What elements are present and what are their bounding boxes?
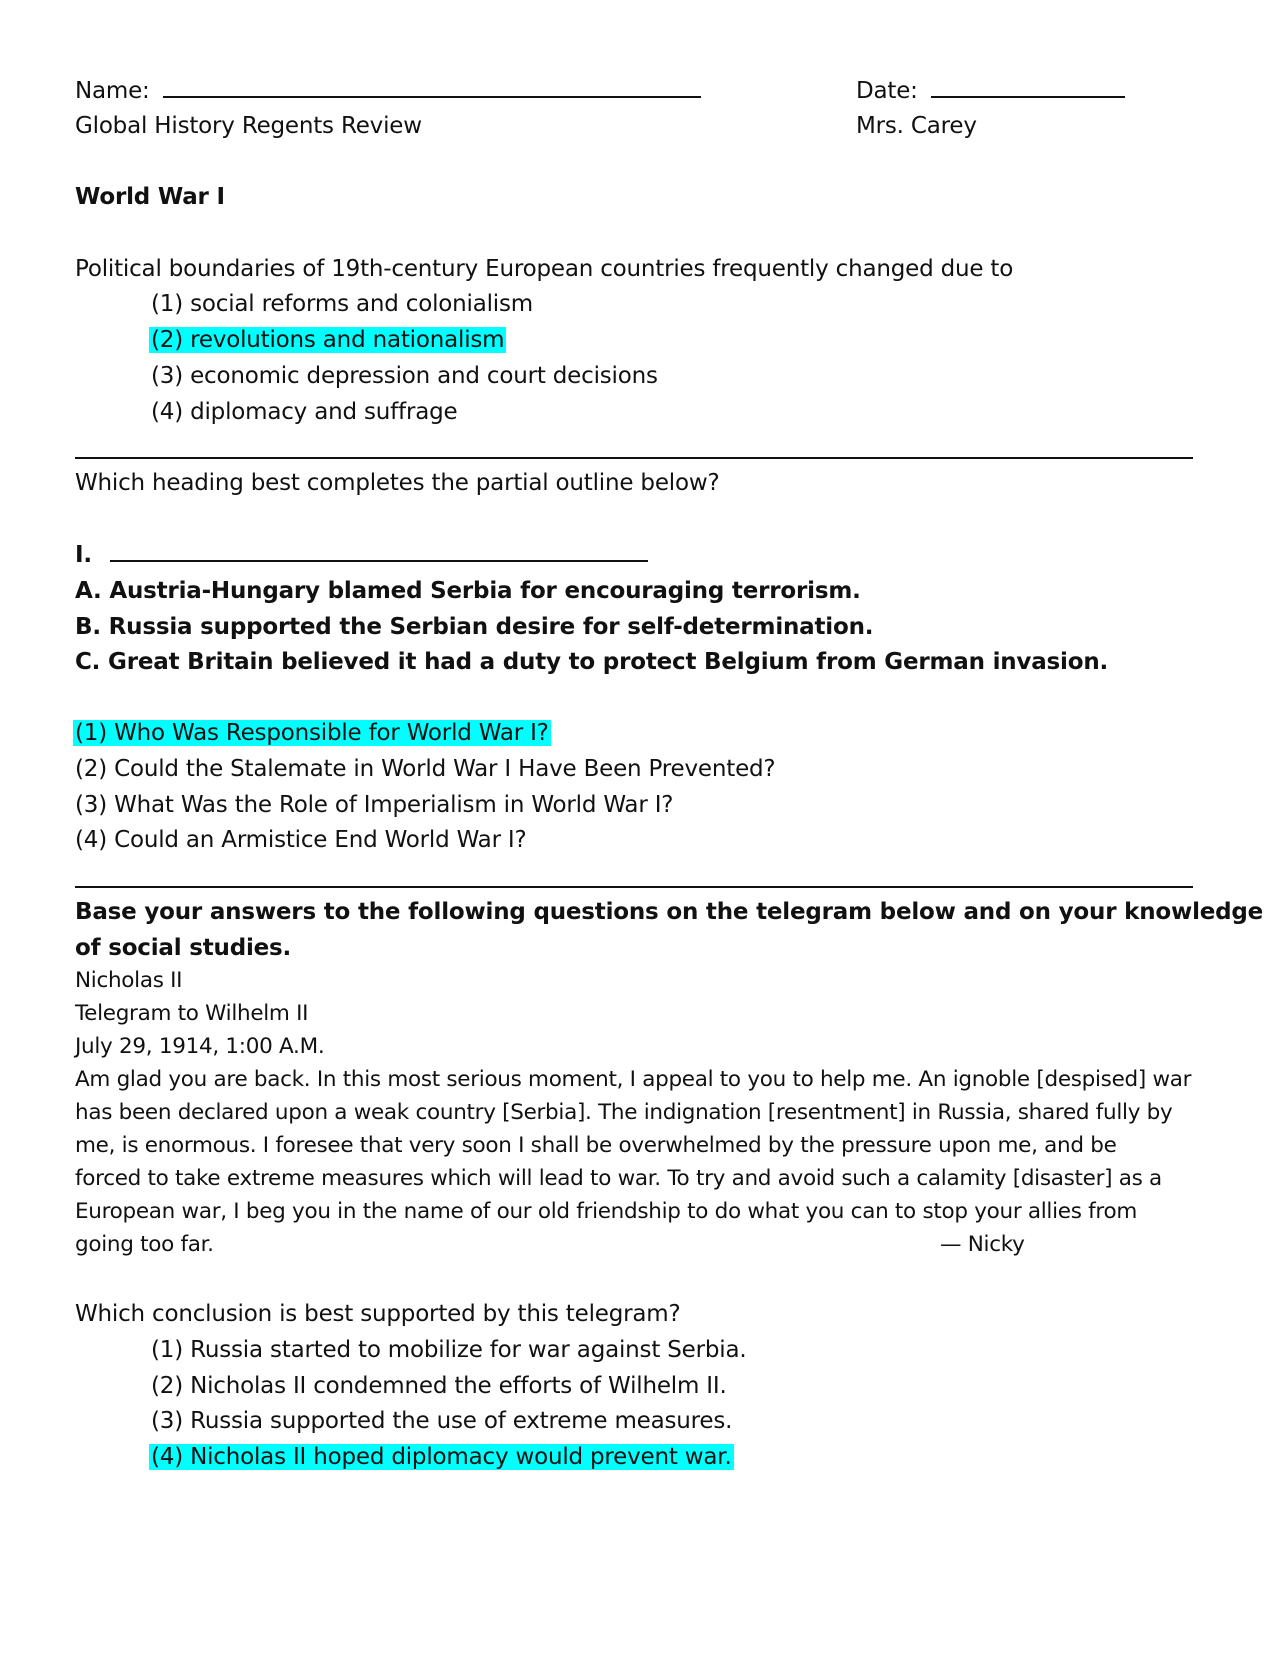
- date-blank: [931, 76, 1125, 98]
- telegram-instruction-line-2: of social studies.: [75, 935, 292, 961]
- telegram-instruction-line-1: Base your answers to the following questions on the telegram below and on your knowledge: [75, 899, 1264, 925]
- page-title: World War I: [75, 184, 225, 210]
- outline-blank: [110, 540, 648, 562]
- q2-stem: Which heading best completes the partial outline below?: [75, 470, 720, 496]
- telegram-signature: — Nicky: [940, 1232, 1025, 1257]
- outline-item-c: C. Great Britain believed it had a duty to protect Belgium from German invasion.: [75, 649, 1109, 675]
- name-label: Name:: [75, 78, 150, 104]
- telegram-author: Nicholas II: [75, 968, 183, 993]
- outline-item-a: A. Austria-Hungary blamed Serbia for encouraging terrorism.: [75, 578, 861, 604]
- outline-heading-row: [75, 540, 648, 570]
- answer-highlight: (2) revolutions and nationalism: [151, 327, 505, 353]
- date-row: [856, 76, 1125, 106]
- telegram-body-line: going too far.: [75, 1232, 214, 1257]
- name-row: [75, 76, 701, 106]
- teacher-name: Mrs. Carey: [856, 113, 977, 139]
- q1-option-4: (4) diplomacy and suffrage: [151, 399, 458, 425]
- q1-option-2: [151, 325, 506, 355]
- telegram-body-line: has been declared upon a weak country [Serbia]. The indignation [resentment] in Russia, shared fully by: [75, 1100, 1173, 1125]
- course-name: Global History Regents Review: [75, 113, 422, 139]
- divider: [75, 886, 1193, 888]
- divider: [75, 457, 1193, 459]
- q2-option-1: [75, 718, 551, 748]
- outline-numeral: I.: [75, 542, 92, 568]
- date-label: Date:: [856, 78, 918, 104]
- q1-option-1: (1) social reforms and colonialism: [151, 291, 533, 317]
- q2-option-3: (3) What Was the Role of Imperialism in World War I?: [75, 792, 674, 818]
- telegram-body-line: forced to take extreme measures which will lead to war. To try and avoid such a calamity [disaster] as a: [75, 1166, 1162, 1191]
- telegram-body-line: Am glad you are back. In this most serious moment, I appeal to you to help me. An ignoble [despised] war: [75, 1067, 1192, 1092]
- q2-option-2: (2) Could the Stalemate in World War I Have Been Prevented?: [75, 756, 776, 782]
- telegram-recipient: Telegram to Wilhelm II: [75, 1001, 309, 1026]
- q3-option-3: (3) Russia supported the use of extreme measures.: [151, 1408, 733, 1434]
- q3-option-2: (2) Nicholas II condemned the efforts of Wilhelm II.: [151, 1373, 727, 1399]
- telegram-body-line: me, is enormous. I foresee that very soon I shall be overwhelmed by the pressure upon me, and be: [75, 1133, 1117, 1158]
- name-blank: [163, 76, 701, 98]
- q3-stem: Which conclusion is best supported by this telegram?: [75, 1301, 681, 1327]
- answer-highlight: (1) Who Was Responsible for World War I?: [75, 720, 549, 746]
- q3-option-1: (1) Russia started to mobilize for war against Serbia.: [151, 1337, 747, 1363]
- q1-stem: Political boundaries of 19th-century European countries frequently changed due to: [75, 256, 1014, 282]
- telegram-body-line: European war, I beg you in the name of our old friendship to do what you can to stop your allies from: [75, 1199, 1137, 1224]
- q1-option-3: (3) economic depression and court decisions: [151, 363, 658, 389]
- answer-highlight: (4) Nicholas II hoped diplomacy would prevent war.: [151, 1444, 732, 1470]
- outline-item-b: B. Russia supported the Serbian desire for self-determination.: [75, 614, 874, 640]
- telegram-date: July 29, 1914, 1:00 A.M.: [75, 1034, 325, 1059]
- q3-option-4: [151, 1442, 734, 1472]
- q2-option-4: (4) Could an Armistice End World War I?: [75, 827, 527, 853]
